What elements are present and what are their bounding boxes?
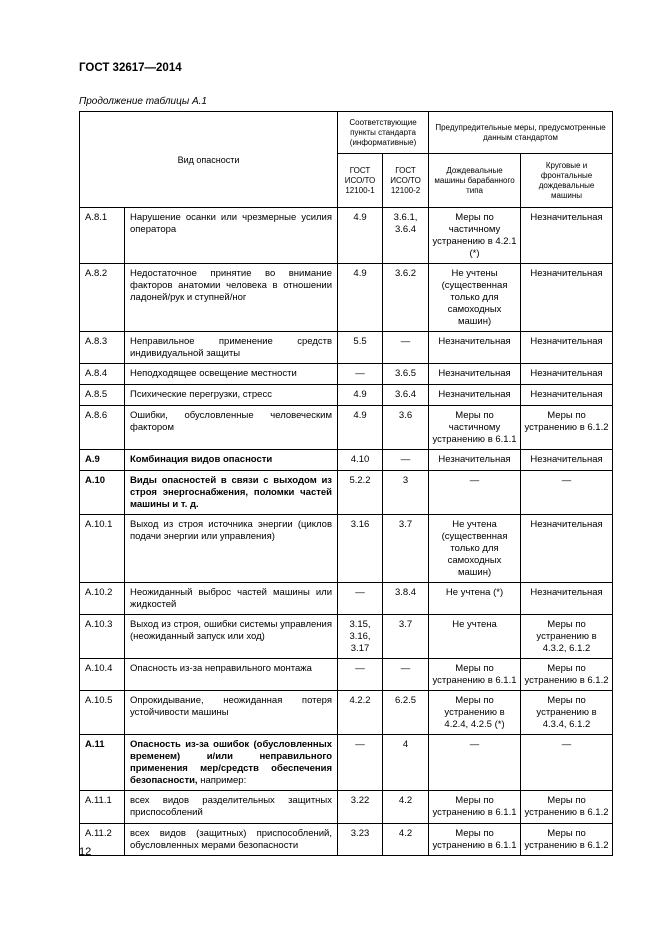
row-gost-12100-2 bbox=[383, 208, 429, 264]
row-id bbox=[80, 471, 125, 515]
row-description-text: Ошибки, обусловленные человеческим фактором bbox=[130, 410, 333, 433]
row-circular-measures-text: Меры по устранению в 6.1.2 bbox=[524, 828, 609, 851]
row-drum-measures-text: — bbox=[469, 739, 480, 750]
row-drum-measures bbox=[429, 385, 521, 406]
row-id-text: А.8.2 bbox=[85, 268, 108, 279]
row-drum-measures-text: Незначительная bbox=[438, 389, 511, 400]
table-row bbox=[80, 364, 613, 385]
row-gost-12100-2-text: — bbox=[400, 454, 411, 465]
row-gost-12100-2-text: 3.6 bbox=[398, 410, 413, 421]
header-circular-machines: Круговые и фронтальные дождевальные машины bbox=[521, 154, 613, 208]
table-row bbox=[80, 515, 613, 583]
table-caption: Продолжение таблицы А.1 bbox=[79, 96, 207, 107]
row-gost-12100-2 bbox=[383, 471, 429, 515]
row-gost-12100-1 bbox=[338, 208, 383, 264]
row-gost-12100-1 bbox=[338, 406, 383, 450]
row-circular-measures bbox=[521, 824, 613, 856]
row-circular-measures bbox=[521, 791, 613, 824]
row-gost-12100-2 bbox=[383, 824, 429, 856]
row-gost-12100-2 bbox=[383, 264, 429, 332]
row-id bbox=[80, 735, 125, 791]
row-gost-12100-1-text: 3.23 bbox=[350, 828, 370, 839]
row-gost-12100-2-text: 4.2 bbox=[398, 828, 413, 839]
row-circular-measures bbox=[521, 471, 613, 515]
row-gost-12100-2 bbox=[383, 791, 429, 824]
row-circular-measures bbox=[521, 691, 613, 735]
row-gost-12100-2 bbox=[383, 691, 429, 735]
row-id-text: А.9 bbox=[85, 454, 100, 465]
row-circular-measures bbox=[521, 583, 613, 615]
row-drum-measures bbox=[429, 659, 521, 691]
row-description-text: всех видов (защитных) приспособлений, обусловленных мерами безопасности bbox=[130, 828, 333, 851]
row-description-text: Недостаточное принятие во внимание факторов анатомии человека в отношении ладоней/рук и ступней/ног bbox=[130, 268, 333, 303]
header-drum-machines: Дождевальные машины барабанного типа bbox=[429, 154, 521, 208]
row-gost-12100-2 bbox=[383, 615, 429, 659]
row-gost-12100-1 bbox=[338, 615, 383, 659]
row-id bbox=[80, 659, 125, 691]
row-gost-12100-2-text: 3.8.4 bbox=[394, 587, 417, 598]
row-drum-measures-text: Меры по устранению в 4.2.4, 4.2.5 (*) bbox=[444, 695, 505, 730]
hazard-table bbox=[79, 111, 613, 856]
row-id bbox=[80, 791, 125, 824]
row-drum-measures-text: Меры по частичному устранению в 6.1.1 bbox=[432, 410, 517, 445]
row-drum-measures-text: Меры по частичному устранению в 4.2.1 (*) bbox=[432, 212, 517, 259]
row-description-text: Комбинация видов опасности bbox=[130, 454, 273, 465]
table-row bbox=[80, 208, 613, 264]
row-description bbox=[125, 406, 338, 450]
row-gost-12100-2-text: 3.6.5 bbox=[394, 368, 417, 379]
table-row bbox=[80, 583, 613, 615]
row-drum-measures bbox=[429, 364, 521, 385]
row-gost-12100-2 bbox=[383, 406, 429, 450]
standard-title: ГОСТ 32617—2014 bbox=[79, 62, 182, 74]
row-id bbox=[80, 406, 125, 450]
row-description-tail: например: bbox=[197, 775, 247, 786]
row-drum-measures-text: Не учтена (*) bbox=[445, 587, 504, 598]
row-drum-measures-text: Не учтена bbox=[452, 619, 497, 630]
row-drum-measures-text: — bbox=[469, 475, 480, 486]
row-drum-measures bbox=[429, 208, 521, 264]
row-id bbox=[80, 385, 125, 406]
row-gost-12100-2-text: — bbox=[400, 336, 411, 347]
row-drum-measures bbox=[429, 691, 521, 735]
row-gost-12100-1 bbox=[338, 364, 383, 385]
row-id-text: А.10.4 bbox=[85, 663, 113, 674]
row-circular-measures bbox=[521, 515, 613, 583]
row-description bbox=[125, 385, 338, 406]
row-gost-12100-1-text: 5.5 bbox=[353, 336, 367, 347]
row-gost-12100-2-text: — bbox=[400, 663, 411, 674]
row-id-text: А.10.2 bbox=[85, 587, 113, 598]
row-description-text: Виды опасностей в связи с выходом из строя энергоснабжения, поломки частей машины и т. д. bbox=[130, 475, 333, 510]
row-description-text: Неправильное применение средств индивидуальной защиты bbox=[130, 336, 333, 359]
row-gost-12100-2 bbox=[383, 450, 429, 471]
row-gost-12100-2-text: 3 bbox=[402, 475, 409, 486]
row-description bbox=[125, 515, 338, 583]
row-id bbox=[80, 515, 125, 583]
row-circular-measures-text: Незначительная bbox=[530, 587, 603, 598]
row-description bbox=[125, 332, 338, 364]
row-gost-12100-1-text: — bbox=[355, 739, 365, 750]
row-drum-measures bbox=[429, 450, 521, 471]
row-gost-12100-2-text: 6.2.5 bbox=[394, 695, 417, 706]
row-id-text: А.10 bbox=[85, 475, 106, 486]
row-id-text: А.8.6 bbox=[85, 410, 108, 421]
row-gost-12100-1-text: 4.9 bbox=[353, 389, 367, 400]
row-drum-measures bbox=[429, 264, 521, 332]
table-row bbox=[80, 824, 613, 856]
row-drum-measures-text: Незначительная bbox=[438, 368, 511, 379]
row-gost-12100-1-text: 3.15, 3.16, 3.17 bbox=[349, 619, 371, 654]
row-gost-12100-1 bbox=[338, 659, 383, 691]
row-id bbox=[80, 264, 125, 332]
row-description-text: всех видов разделительных защитных приспособлений bbox=[130, 795, 333, 818]
row-gost-12100-1-text: 5.2.2 bbox=[349, 475, 371, 486]
row-description bbox=[125, 583, 338, 615]
row-id bbox=[80, 583, 125, 615]
row-id-text: А.8.1 bbox=[85, 212, 108, 223]
row-description-text: Опасность из-за неправильного монтажа bbox=[130, 663, 312, 674]
row-gost-12100-2 bbox=[383, 659, 429, 691]
header-measures: Предупредительные меры, предусмотренные данным стандартом bbox=[429, 112, 613, 154]
row-description bbox=[125, 208, 338, 264]
row-gost-12100-1 bbox=[338, 385, 383, 406]
row-description bbox=[125, 450, 338, 471]
row-gost-12100-1-text: 4.9 bbox=[353, 268, 367, 279]
row-gost-12100-1-text: 3.22 bbox=[350, 795, 370, 806]
header-standard-points: Соответствующие пункты стандарта (информативные) bbox=[338, 112, 429, 154]
row-circular-measures bbox=[521, 385, 613, 406]
row-drum-measures-text: Не учтены (существенная только для самоходных машин) bbox=[441, 268, 508, 327]
row-circular-measures-text: Меры по устранению в 4.3.2, 6.1.2 bbox=[536, 619, 597, 654]
row-circular-measures bbox=[521, 659, 613, 691]
row-description bbox=[125, 471, 338, 515]
row-id bbox=[80, 208, 125, 264]
row-drum-measures-text: Незначительная bbox=[438, 336, 511, 347]
row-circular-measures-text: Меры по устранению в 6.1.2 bbox=[524, 795, 609, 818]
row-drum-measures bbox=[429, 332, 521, 364]
row-id-text: А.11.2 bbox=[85, 828, 112, 839]
row-description-text: Опасность из-за ошибок (обусловленных временем) и/или неправильного применения мер/средств обеспечения безопасности, bbox=[130, 739, 333, 786]
row-drum-measures bbox=[429, 824, 521, 856]
row-circular-measures-text: Незначительная bbox=[530, 389, 603, 400]
row-description-text: Нарушение осанки или чрезмерные усилия оператора bbox=[130, 212, 333, 235]
table-row bbox=[80, 385, 613, 406]
row-id-text: А.10.3 bbox=[85, 619, 113, 630]
table-row bbox=[80, 735, 613, 791]
row-drum-measures-text: Меры по устранению в 6.1.1 bbox=[432, 795, 517, 818]
row-id bbox=[80, 691, 125, 735]
row-description-text: Неподходящее освещение местности bbox=[130, 368, 297, 379]
row-id-text: А.10.1 bbox=[85, 519, 113, 530]
page-number: 12 bbox=[79, 846, 92, 858]
header-hazard-type: Вид опасности bbox=[80, 112, 338, 208]
row-description bbox=[125, 659, 338, 691]
row-description bbox=[125, 364, 338, 385]
row-id-text: А.11.1 bbox=[85, 795, 112, 806]
row-drum-measures bbox=[429, 515, 521, 583]
row-description bbox=[125, 264, 338, 332]
row-gost-12100-2-text: 4 bbox=[402, 739, 409, 750]
row-id-text: А.11 bbox=[85, 739, 105, 750]
row-id bbox=[80, 332, 125, 364]
row-id-text: А.8.4 bbox=[85, 368, 108, 379]
table-body bbox=[80, 208, 613, 856]
row-gost-12100-1 bbox=[338, 824, 383, 856]
table-row bbox=[80, 406, 613, 450]
row-gost-12100-2 bbox=[383, 515, 429, 583]
row-drum-measures bbox=[429, 583, 521, 615]
row-gost-12100-1 bbox=[338, 332, 383, 364]
table-row bbox=[80, 691, 613, 735]
table-row bbox=[80, 471, 613, 515]
row-description bbox=[125, 824, 338, 856]
row-circular-measures-text: — bbox=[561, 739, 572, 750]
row-id bbox=[80, 364, 125, 385]
row-description bbox=[125, 735, 338, 791]
row-gost-12100-1 bbox=[338, 471, 383, 515]
row-gost-12100-1 bbox=[338, 450, 383, 471]
row-gost-12100-1-text: — bbox=[355, 587, 365, 598]
row-id-text: А.8.3 bbox=[85, 336, 108, 347]
row-circular-measures bbox=[521, 208, 613, 264]
row-gost-12100-1-text: 4.9 bbox=[353, 410, 367, 421]
row-gost-12100-1 bbox=[338, 264, 383, 332]
row-gost-12100-1 bbox=[338, 791, 383, 824]
row-gost-12100-2-text: 3.6.1, 3.6.4 bbox=[393, 212, 418, 235]
header-gost-12100-2: ГОСТ ИСО/ТО 12100-2 bbox=[383, 154, 429, 208]
row-gost-12100-1-text: 3.16 bbox=[350, 519, 370, 530]
row-gost-12100-1 bbox=[338, 735, 383, 791]
row-drum-measures-text: Меры по устранению в 6.1.1 bbox=[432, 828, 517, 851]
row-drum-measures-text: Меры по устранению в 6.1.1 bbox=[432, 663, 517, 686]
row-description bbox=[125, 691, 338, 735]
row-gost-12100-2-text: 3.7 bbox=[398, 619, 413, 630]
row-gost-12100-2 bbox=[383, 364, 429, 385]
row-drum-measures-text: Незначительная bbox=[438, 454, 511, 465]
row-id-text: А.8.5 bbox=[85, 389, 108, 400]
row-circular-measures-text: Меры по устранению в 6.1.2 bbox=[524, 410, 609, 433]
row-drum-measures bbox=[429, 406, 521, 450]
row-circular-measures bbox=[521, 406, 613, 450]
row-circular-measures-text: Незначительная bbox=[530, 519, 603, 530]
row-gost-12100-1-text: 4.9 bbox=[353, 212, 367, 223]
row-drum-measures bbox=[429, 471, 521, 515]
row-gost-12100-2 bbox=[383, 332, 429, 364]
row-circular-measures bbox=[521, 450, 613, 471]
header-gost-12100-1: ГОСТ ИСО/ТО 12100-1 bbox=[338, 154, 383, 208]
row-circular-measures-text: Незначительная bbox=[530, 212, 603, 223]
row-circular-measures bbox=[521, 364, 613, 385]
row-gost-12100-2-text: 3.6.4 bbox=[394, 389, 417, 400]
row-gost-12100-1-text: 4.10 bbox=[350, 454, 370, 465]
row-gost-12100-1-text: 4.2.2 bbox=[349, 695, 371, 706]
row-gost-12100-2-text: 3.6.2 bbox=[394, 268, 417, 279]
row-gost-12100-2-text: 4.2 bbox=[398, 795, 413, 806]
row-circular-measures-text: Незначительная bbox=[530, 336, 603, 347]
row-gost-12100-2-text: 3.7 bbox=[398, 519, 413, 530]
row-description bbox=[125, 791, 338, 824]
table-row bbox=[80, 615, 613, 659]
row-circular-measures-text: Меры по устранению в 6.1.2 bbox=[524, 663, 609, 686]
row-circular-measures-text: Меры по устранению в 4.3.4, 6.1.2 bbox=[536, 695, 597, 730]
row-gost-12100-1-text: — bbox=[355, 663, 365, 674]
row-drum-measures bbox=[429, 791, 521, 824]
row-gost-12100-1-text: — bbox=[355, 368, 365, 379]
row-circular-measures bbox=[521, 735, 613, 791]
row-gost-12100-2 bbox=[383, 735, 429, 791]
row-description-text: Неожиданный выброс частей машины или жидкостей bbox=[130, 587, 333, 610]
row-id bbox=[80, 450, 125, 471]
row-drum-measures bbox=[429, 735, 521, 791]
row-circular-measures-text: Незначительная bbox=[530, 368, 603, 379]
row-drum-measures-text: Не учтена (существенная только для самоходных машин) bbox=[441, 519, 508, 578]
row-description-text: Психические перегрузки, стресс bbox=[130, 389, 272, 400]
table-row bbox=[80, 450, 613, 471]
row-description bbox=[125, 615, 338, 659]
row-gost-12100-2 bbox=[383, 385, 429, 406]
row-circular-measures-text: Незначительная bbox=[530, 268, 603, 279]
row-circular-measures-text: — bbox=[561, 475, 572, 486]
row-gost-12100-1 bbox=[338, 515, 383, 583]
row-id bbox=[80, 615, 125, 659]
row-id-text: А.10.5 bbox=[85, 695, 113, 706]
row-circular-measures-text: Незначительная bbox=[530, 454, 603, 465]
row-description-text: Выход из строя, ошибки системы управления (неожиданный запуск или ход) bbox=[130, 619, 333, 642]
row-gost-12100-1 bbox=[338, 691, 383, 735]
table-row bbox=[80, 332, 613, 364]
row-gost-12100-1 bbox=[338, 583, 383, 615]
row-description-text: Выход из строя источника энергии (циклов подачи энергии или управления) bbox=[130, 519, 333, 542]
table-row bbox=[80, 659, 613, 691]
row-drum-measures bbox=[429, 615, 521, 659]
row-circular-measures bbox=[521, 615, 613, 659]
table-row bbox=[80, 791, 613, 824]
row-circular-measures bbox=[521, 264, 613, 332]
table-row bbox=[80, 264, 613, 332]
row-description-text: Опрокидывание, неожиданная потеря устойчивости машины bbox=[130, 695, 333, 718]
row-gost-12100-2 bbox=[383, 583, 429, 615]
row-circular-measures bbox=[521, 332, 613, 364]
